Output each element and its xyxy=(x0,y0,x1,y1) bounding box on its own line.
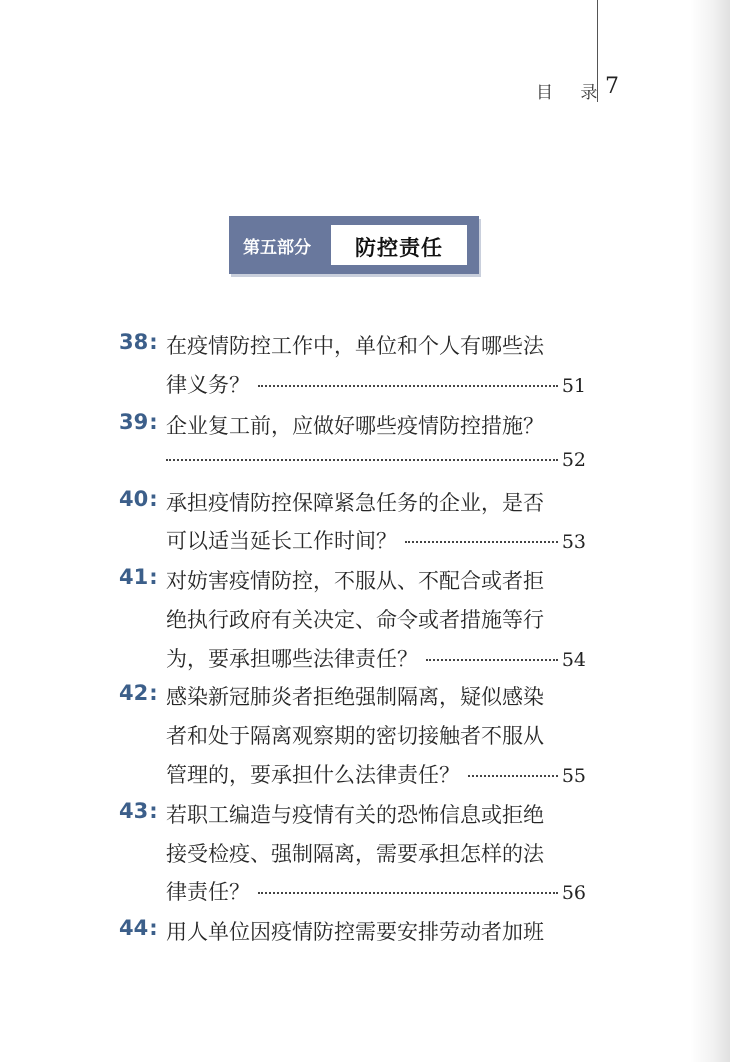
toc-entry-line[interactable]: 感染新冠肺炎者拒绝强制隔离，疑似感染 xyxy=(166,685,544,709)
entry-number: 43: xyxy=(119,799,158,823)
toc-entry-line[interactable]: 管理的，要承担什么法律责任？ 55 xyxy=(166,763,586,787)
toc-entry-line[interactable]: 对妨害疫情防控，不服从、不配合或者拒 xyxy=(166,569,544,593)
page-number: 7 xyxy=(605,74,619,99)
leader-dots xyxy=(166,459,558,461)
toc-entry-line[interactable]: 绝执行政府有关决定、命令或者措施等行 xyxy=(166,608,544,632)
entry-page: 53 xyxy=(561,531,586,553)
entry-number: 39: xyxy=(119,410,158,434)
entry-number: 38: xyxy=(119,330,158,354)
section-title: 防控责任 xyxy=(355,236,443,260)
entry-page: 56 xyxy=(561,882,586,904)
leader-dots xyxy=(426,659,558,661)
toc-entry-line[interactable]: 者和处于隔离观察期的密切接触者不服从 xyxy=(166,724,544,748)
toc-entry-line[interactable]: 接受检疫、强制隔离，需要承担怎样的法 xyxy=(166,842,544,866)
section-part-label: 第五部分 xyxy=(243,238,311,258)
leader-dots xyxy=(258,385,558,387)
toc-entry-line[interactable]: 在疫情防控工作中，单位和个人有哪些法 xyxy=(166,334,544,358)
leader-dots xyxy=(468,775,558,777)
entry-number: 40: xyxy=(119,487,158,511)
entry-page: 54 xyxy=(561,649,586,671)
toc-entry-line[interactable]: 律义务？ 51 xyxy=(166,373,586,397)
toc-entry-line[interactable]: 用人单位因疫情防控需要安排劳动者加班 xyxy=(166,920,544,944)
entry-number: 41: xyxy=(119,565,158,589)
entry-page: 51 xyxy=(561,375,586,397)
entry-number: 44: xyxy=(119,916,158,940)
toc-entry-line[interactable]: 可以适当延长工作时间？ 53 xyxy=(166,529,586,553)
toc-entry-line[interactable]: 为，要承担哪些法律责任？ 54 xyxy=(166,647,586,671)
entry-page: 52 xyxy=(561,449,586,471)
leader-dots xyxy=(258,892,558,894)
entry-page: 55 xyxy=(561,765,586,787)
toc-entry-line[interactable]: 企业复工前，应做好哪些疫情防控措施？ xyxy=(166,414,544,438)
toc-entry-line[interactable]: 若职工编造与疫情有关的恐怖信息或拒绝 xyxy=(166,803,544,827)
toc-entry-line[interactable] xyxy=(166,449,586,471)
toc-entry-line[interactable]: 承担疫情防控保障紧急任务的企业，是否 xyxy=(166,491,544,515)
running-header: 目 录 xyxy=(536,83,609,103)
toc-entry-line[interactable]: 律责任？ 56 xyxy=(166,880,586,904)
leader-dots xyxy=(405,541,558,543)
entry-number: 42: xyxy=(119,681,158,705)
